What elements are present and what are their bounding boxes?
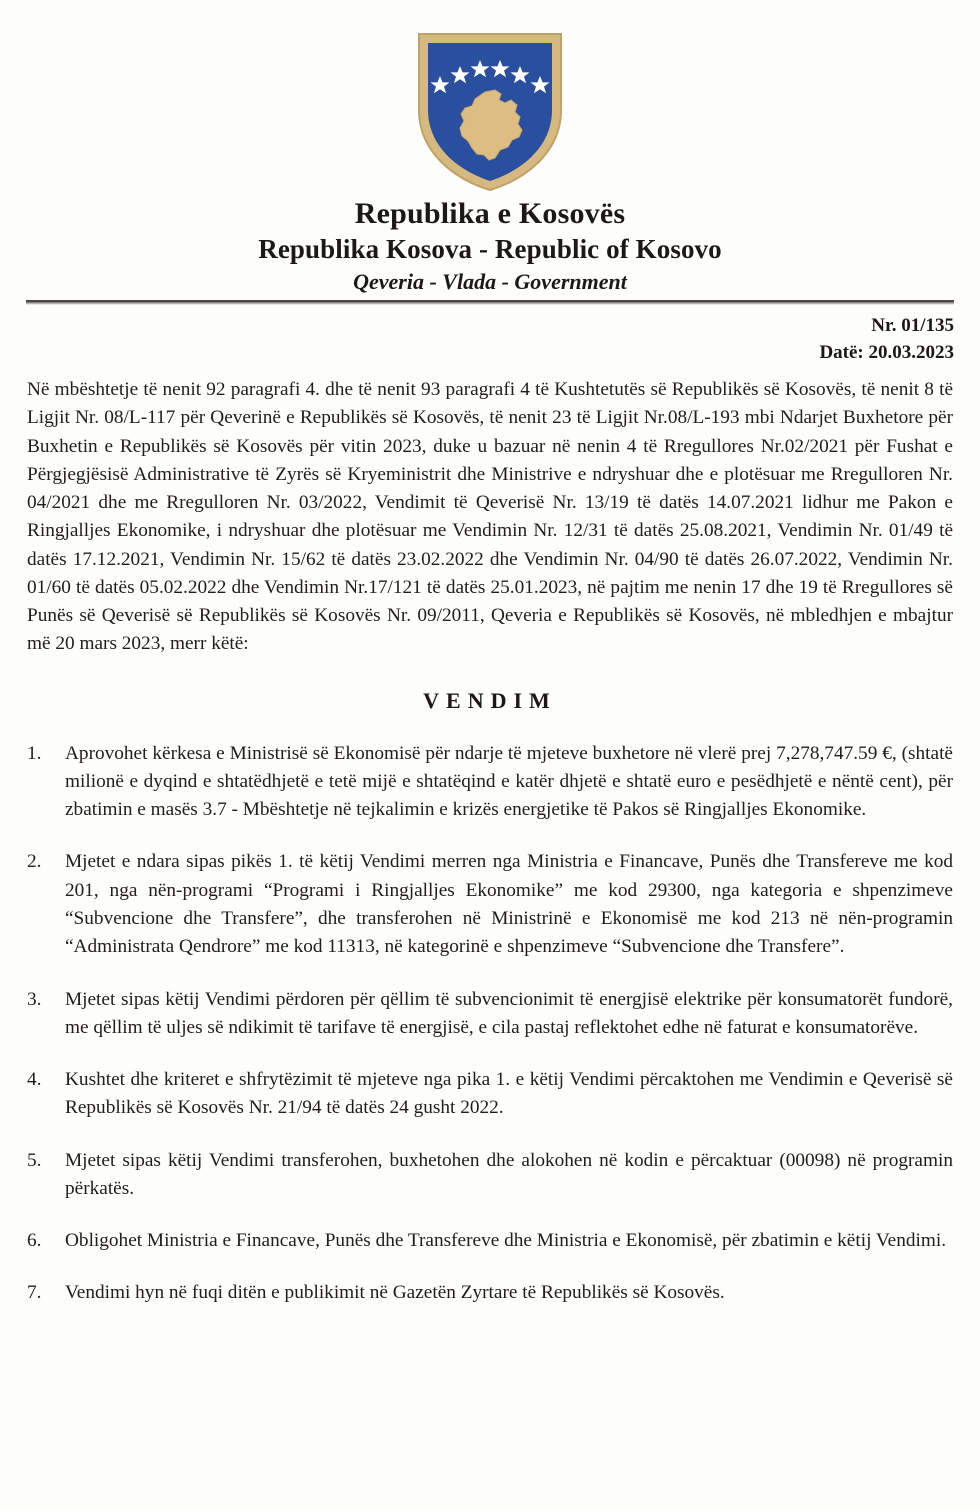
item-number: 2. (27, 851, 42, 873)
decision-items-list (27, 740, 953, 1308)
item-number: 5. (27, 1149, 42, 1171)
title-bilingual: Republika Kosova - Republic of Kosovo (258, 234, 722, 265)
document-body (27, 376, 953, 1308)
decision-item (27, 1227, 953, 1255)
item-text: Kushtet dhe kriteret e shfrytëzimit të mjeteve nga pika 1. e këtij Vendimi përcaktohen me Vendimin e Qeverisë së Republikës së Kosovës Nr. 21/94 të datës 24 gusht 2022. (65, 1069, 953, 1119)
item-text: Mjetet sipas këtij Vendimi përdoren për qëllim të subvencionimit të energjisë elektrike për konsumatorët fundorë, me qëllim të uljes së ndikimit të tarifave të energjisë, e cila pastaj reflektohet edhe në faturat e konsumatorëve. (65, 988, 953, 1038)
item-number: 6. (27, 1230, 42, 1252)
decision-item (27, 1147, 953, 1204)
item-number: 3. (27, 988, 42, 1010)
title-albanian: Republika e Kosovës (354, 197, 626, 230)
decision-item (27, 986, 953, 1043)
decision-number: Nr. 01/135 (871, 315, 954, 336)
title-government: Qeveria - Vlada - Government (353, 268, 627, 294)
coat-of-arms-container (0, 24, 980, 196)
kosovo-coat-of-arms-icon (411, 24, 569, 196)
document-header (0, 196, 980, 295)
reference-block (819, 313, 954, 367)
item-text: Mjetet e ndara sipas pikës 1. të këtij Vendimi merren nga Ministria e Financave, Punës dhe Transfereve me kod 201, nga nën-programi “Programi i Ringjalljes Ekonomike” me kod 29300, nga kategoria e shpenzimeve “Subvencione dhe Transfere”, dhe transferohen në Ministrinë e Ekonomisë me kod 213 në nën-programin “Administrata Qendrore” me kod 11313, në kategorinë e shpenzimeve “Subvencione dhe Transfere”. (65, 851, 953, 958)
item-number: 4. (27, 1069, 42, 1091)
item-text: Mjetet sipas këtij Vendimi transferohen, buxhetohen dhe alokohen në kodin e përcaktuar (00098) në programin përkatës. (65, 1149, 953, 1199)
decision-date: Datë: 20.03.2023 (819, 341, 954, 363)
decision-heading: VENDIM (423, 687, 557, 713)
item-text: Obligohet Ministria e Financave, Punës dhe Transfereve dhe Ministria e Ekonomisë, për zbatimin e këtij Vendimi. (65, 1230, 947, 1252)
decision-item (27, 1066, 953, 1123)
item-number: 7. (27, 1282, 42, 1304)
decision-item (27, 1279, 953, 1307)
item-text: Vendimi hyn në fuqi ditën e publikimit në Gazetën Zyrtare të Republikës së Kosovës. (65, 1282, 725, 1304)
item-text: Aprovohet kërkesa e Ministrisë së Ekonomisë për ndarje të mjeteve buxhetore në vlerë prej 7,278,747.59 €, (shtatë milionë e dyqind e shtatëdhjetë e tetë mijë e shtatëqind e katër dhjetë e shtatë euro e pesëdhjetë e nëntë cent), për zbatimin e masës 3.7 - Mbështetje në tejkalimin e krizës energjetike të Pakos së Ringjalljes Ekonomike. (65, 742, 953, 821)
item-number: 1. (27, 742, 42, 764)
header-divider (26, 300, 954, 305)
preamble-paragraph: Në mbështetje të nenit 92 paragrafi 4. dhe të nenit 93 paragrafi 4 të Kushtetutës së Republikës së Kosovës, të nenit 8 të Ligjit Nr. 08/L-117 për Qeverinë e Republikës së Kosovës, të nenit 23 të Ligjit Nr.08/L-193 mbi Ndarjet Buxhetore për Buxhetin e Republikës së Kosovës për vitin 2023, duke u bazuar në nenin 4 të Rregullores Nr.02/2021 për Fushat e Përgjegjësisë Administrative të Zyrës së Kryeministrit dhe Ministrive e ndryshuar dhe e plotësuar me Rregulloren Nr. 04/2021 dhe me Rregulloren Nr. 03/2022, Vendimit të Qeverisë Nr. 13/19 të datës 14.07.2021 lidhur me Pakon e Ringjalljes Ekonomike, i ndryshuar dhe plotësuar me Vendimin Nr. 12/31 të datës 25.08.2021, Vendimin Nr. 01/49 të datës 17.12.2021, Vendimin Nr. 15/62 të datës 23.02.2022 dhe Vendimin Nr. 04/90 të datës 26.07.2022, Vendimin Nr. 01/60 të datës 05.02.2022 dhe Vendimin Nr.17/121 të datës 25.01.2023, në pajtim me nenin 17 dhe 19 të Rregullores së Punës së Qeverisë së Republikës së Kosovës Nr. 09/2011, Qeveria e Republikës së Kosovës, në mbledhjen e mbajtur më 20 mars 2023, merr këtë: (27, 379, 953, 655)
decision-item (27, 848, 953, 961)
decision-item (27, 740, 953, 825)
